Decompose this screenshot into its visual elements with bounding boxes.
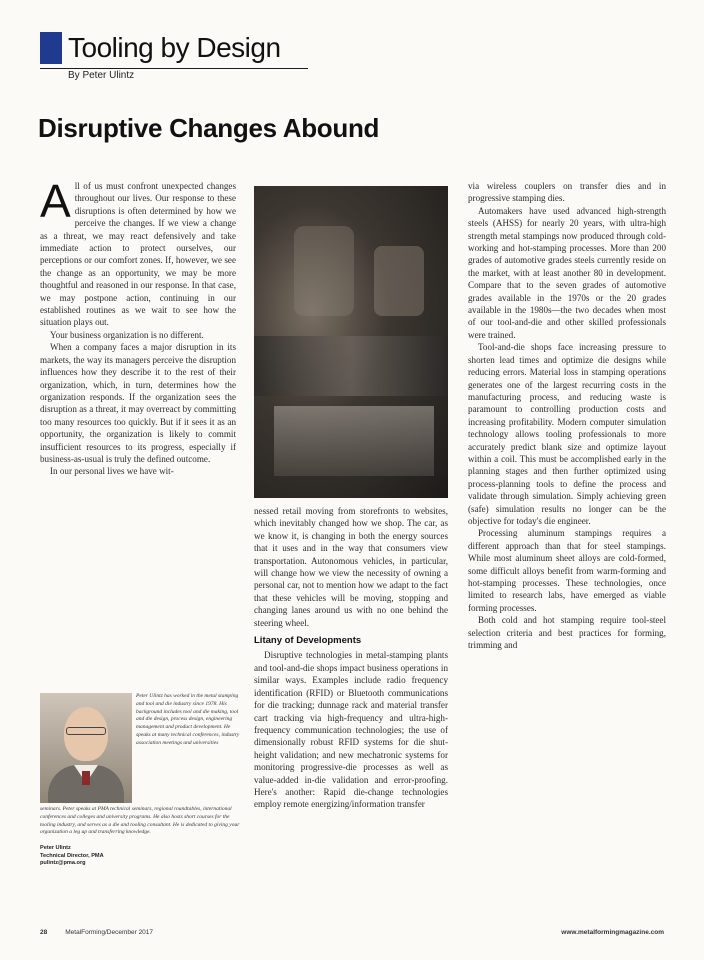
article-column-3: [468, 180, 666, 930]
author-bio-text: Peter Ulintz has worked in the metal stamping and tool and die industry since 1978. His background includes tool and die making, tool and die design, process design, engineering management and product development. He speaks at many technical conferences, industry association meetings and universities: [136, 693, 240, 746]
article-column-2: [254, 505, 448, 930]
article-headline: Disruptive Changes Abound: [38, 113, 380, 143]
paragraph: Processing aluminum stampings requires a different approach than that for steel stampings. While most aluminum sheet alloys are cold-formed, some difficult alloys benefit from warm-forming and hot-stamping processes. These technologies, once limited to research labs, have emerged as viable forming processes.: [468, 528, 666, 613]
article-photo-stamping-plant: [254, 186, 448, 498]
footer-left: [40, 929, 153, 936]
paragraph: nessed retail moving from storefronts to websites, which inevitably changed how we shop. The car, as we know it, is changing in both the energy sources that it uses and in the way that consumers view transportation. Autonomous vehicles, in particular, will change how we view the necessity of owning a personal car, not to mention how we adapt to the fact that these vehicles will be moving, stopping and changing lanes around us with no one behind the steering wheel.: [254, 506, 448, 628]
author-email: pulintz@pma.org: [40, 860, 86, 867]
section-heading: Litany of Developments: [254, 635, 362, 647]
author-name: Peter Ulintz: [40, 845, 71, 851]
page-number: 28: [40, 929, 48, 936]
article-column-1: [40, 180, 236, 665]
author-title: Technical Director, PMA: [40, 852, 104, 859]
paragraph: Tool-and-die shops face increasing pressure to shorten lead times and optimize die designs while reducing errors. Material loss in stamping operations generates one of the largest recurring costs in the manufacturing process, and reducing waste is paramount to controlling production costs and increasing profitability. Modern computer simulation technology allows tooling professionals to more accurately predict blank size and optimize layout within a coil. This must be accomplished early in the planning stages and then further optimized using process-planning tools to define the process and validate through simulation. Simply achieving green (safe) simulation results no longer can be the objective for today's die engineer.: [468, 342, 666, 526]
paragraph: via wireless couplers on transfer dies and in progressive stamping dies.: [468, 181, 666, 204]
publication-date: MetalForming/December 2017: [65, 929, 154, 936]
author-signature: [40, 845, 240, 868]
lead-paragraph: All of us must confront unexpected changes throughout our lives. Our response to these disruptions is often determined by how we perceive the changes. If we view a change as a threat, we may react defensively and take immediate action to protect ourselves, our perceptions or our comfort zones. If, however, we see the change as an opportunity, we may be more thoughtful and reasoned in our response. In that case, we may postpone action, continuing in our established routines as we wait to see how the situation plays out.: [40, 180, 236, 328]
byline: By Peter Ulintz: [68, 70, 135, 81]
column-title: Tooling by Design: [68, 32, 281, 63]
paragraph: When a company faces a major disruption in its markets, the way its managers perceive the disruption influences how they describe it to the rest of their organization, which, in turn, determines how the organization responds. If the organization sees the disruption as a threat, it may overreact by committing too many resources too quickly. But if it sees it as an opportunity, the organization is likely to commit insufficient resources to its progress, especially if business-as-usual is truly the defined outcome.: [40, 342, 236, 464]
footer-website: www.metalformingmagazine.com: [561, 929, 664, 936]
paragraph: In our personal lives we have wit-: [50, 466, 174, 477]
paragraph: Automakers have used advanced high-strength steels (AHSS) for nearly 20 years, with ultra-high strength metal stampings now produced through cold-working and hot-stamping processes. More than 200 grades of automotive grades steels currently reside on the market, with at least another 80 in development. Compare that to the seven grades of automotive grades available in the 1970s or the 20 grades available in the 1980s—the two decades when most of our tool-and-die and other skilled professionals were trained.: [468, 205, 666, 340]
paragraph: Your business organization is no different.: [50, 329, 204, 340]
column-header-accent-bar: [40, 32, 62, 64]
paragraph: Disruptive technologies in metal-stamping plants and tool-and-die shops impact business operations in similar ways. Examples include radio frequency identification (RFID) or Bluetooth communications for die tracking; dunnage rack and material transfer cart tracking via high-frequency and ultra-high-frequency communication technologies; the use of dimensionally robust RFID systems for die shut-height validation; and new mechatronic systems for monitoring progressive-die processes as well as value-added in-die validation and error-proofing. Here's another: Rapid die-change technologies employ remote energizing/information transfer: [254, 650, 448, 810]
author-bio-continued: seminars. Peter speaks at PMA technical seminars, regional roundtables, international conferences and colleges and university programs. He also hosts short courses for the tooling industry, and serves as a die and tooling consultant. He is dedicated to giving your organization a leg up and transferring knowledge.: [40, 806, 240, 836]
author-photo: [40, 693, 132, 803]
paragraph: Both cold and hot stamping require tool-steel selection criteria and best practices for forming, trimming and: [468, 615, 666, 651]
column-header: [40, 28, 308, 69]
dropcap: A: [40, 180, 71, 227]
